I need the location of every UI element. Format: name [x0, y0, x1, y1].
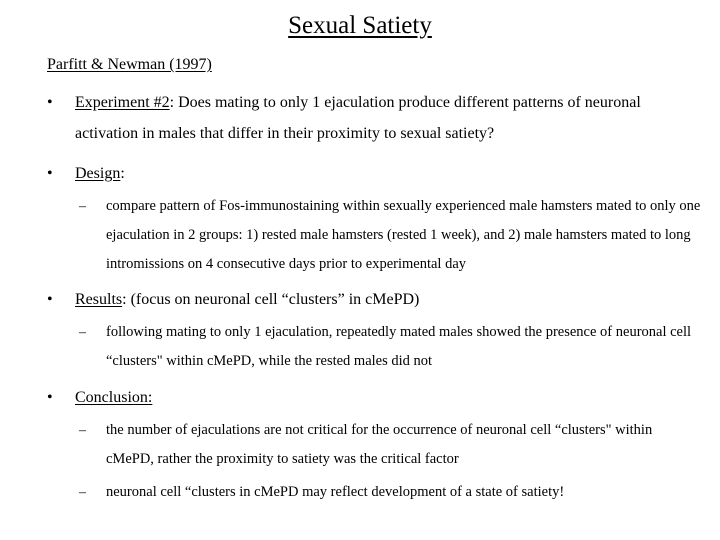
- slide-title: Sexual Satiety: [288, 12, 432, 39]
- citation: Parfitt & Newman (1997): [47, 56, 212, 73]
- bullet-label: Experiment #2: [75, 94, 170, 111]
- sub-item-conclusion: the number of ejaculations are not critical for the occurrence of neuronal cell “clusters" within cMePD, rather the proximity to satiety was the critical factor: [106, 422, 653, 467]
- bullet-label: Design: [75, 165, 121, 182]
- bullet-label: Conclusion:: [75, 389, 153, 406]
- sub-item-conclusion: neuronal cell “clusters in cMePD may reflect development of a state of satiety!: [106, 484, 565, 500]
- bullet-icon: •: [47, 165, 53, 182]
- bullet-text: : (focus on neuronal cell “clusters” in cMePD): [122, 291, 420, 308]
- bullet-experiment: [75, 87, 695, 149]
- bullet-text: : Does mating to only 1 ejaculation produce different patterns of neuronal activation in males that differ in their proximity to sexual satiety?: [75, 94, 641, 142]
- dash-icon: –: [79, 485, 86, 500]
- dash-icon: –: [79, 199, 86, 214]
- bullet-results: [75, 284, 695, 315]
- bullet-icon: •: [47, 94, 53, 111]
- dash-icon: –: [79, 325, 86, 340]
- bullet-conclusion: [75, 382, 695, 413]
- sub-item-results: following mating to only 1 ejaculation, repeatedly mated males showed the presence of neuronal cell “clusters" within cMePD, while the rested males did not: [106, 324, 692, 369]
- bullet-design: [75, 158, 695, 189]
- bullet-icon: •: [47, 389, 53, 406]
- sub-item-design: compare pattern of Fos-immunostaining within sexually experienced male hamsters mated to only one ejaculation in 2 groups: 1) rested male hamsters (rested 1 week), and 2) male hamsters mated to long intromissions on 4 consecutive days prior to experimental day: [106, 198, 701, 272]
- dash-icon: –: [79, 423, 86, 438]
- bullet-text: :: [120, 165, 125, 182]
- bullet-icon: •: [47, 291, 53, 308]
- bullet-label: Results: [75, 291, 123, 308]
